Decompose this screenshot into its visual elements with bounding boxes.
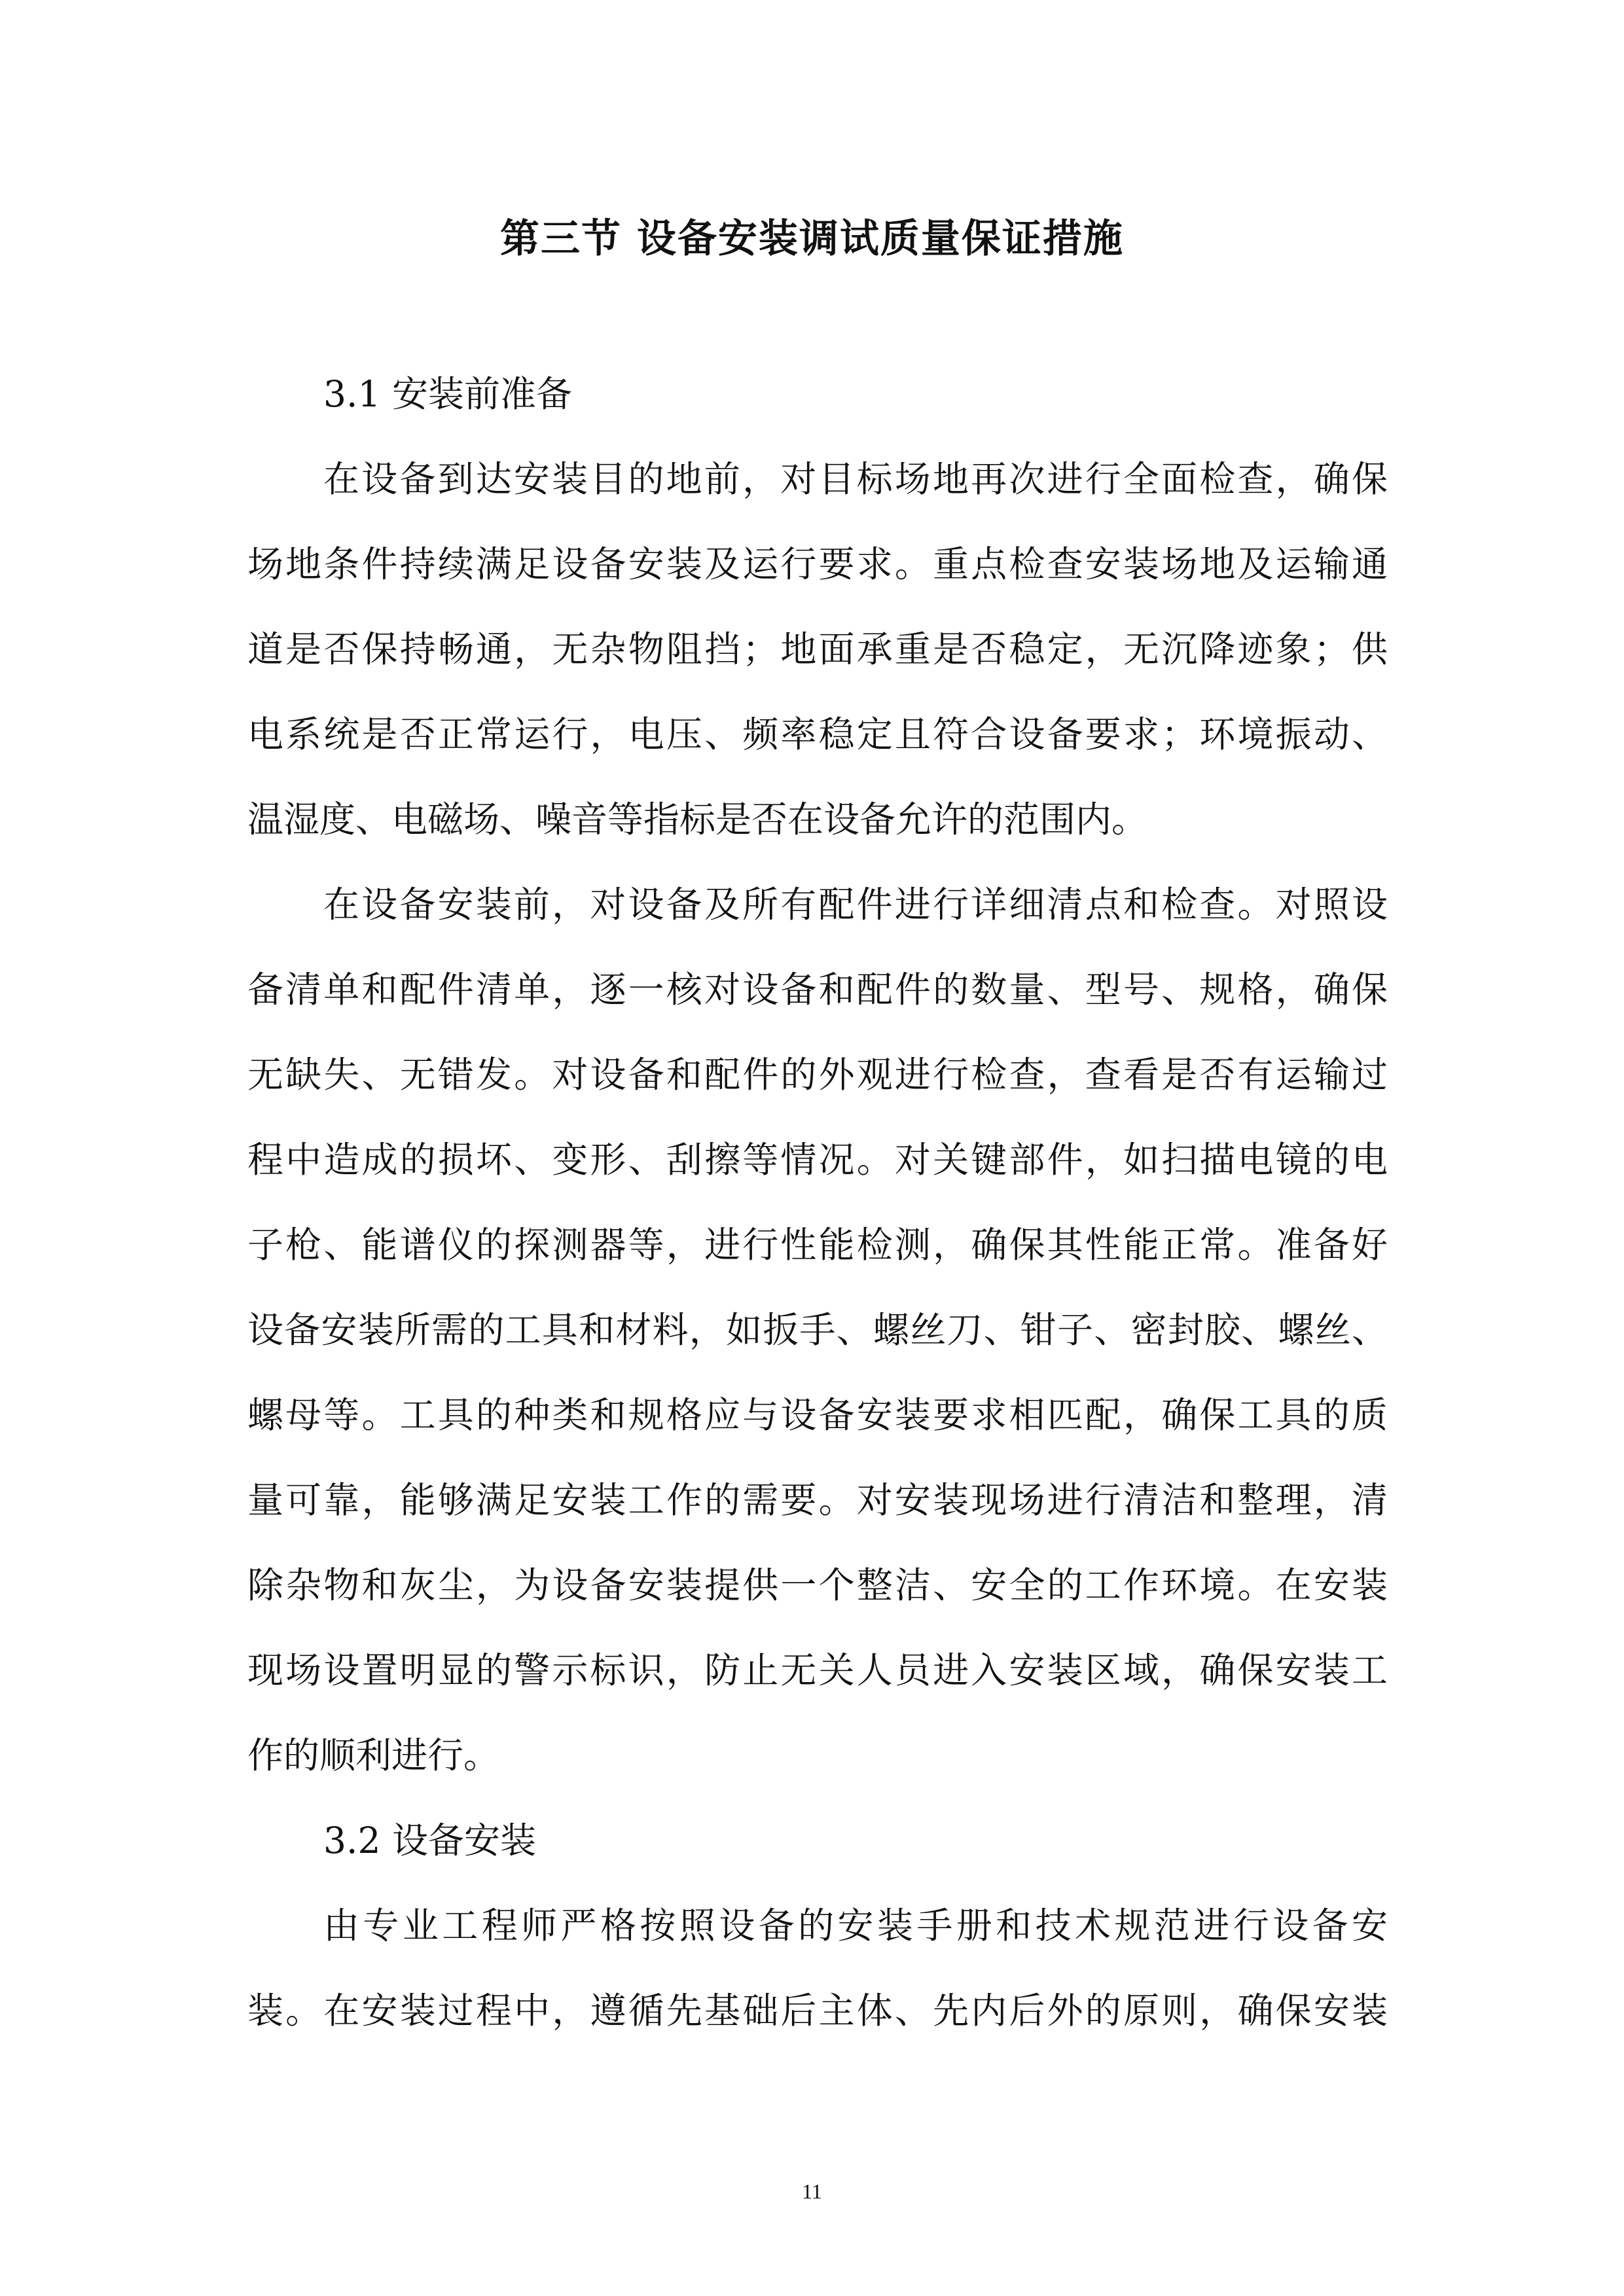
document-body bbox=[247, 351, 1388, 2053]
paragraph-line: 在设备到达安装目的地前，对目标场地再次进行全面检查，确保 bbox=[323, 458, 1388, 500]
paragraph bbox=[247, 1883, 1388, 2053]
paragraph-line: 在设备安装前，对设备及所有配件进行详细清点和检查。对照设 bbox=[323, 884, 1388, 925]
heading-text: 3.1 安装前准备 bbox=[323, 373, 572, 415]
paragraph-line: 道是否保持畅通，无杂物阻挡；地面承重是否稳定，无沉降迹象；供 bbox=[247, 628, 1388, 670]
paragraph-line: 备清单和配件清单，逐一核对设备和配件的数量、型号、规格，确保 bbox=[247, 969, 1388, 1011]
paragraph-line: 电系统是否正常运行，电压、频率稳定且符合设备要求；环境振动、 bbox=[247, 713, 1388, 755]
paragraph-line: 由专业工程师严格按照设备的安装手册和技术规范进行设备安 bbox=[323, 1905, 1388, 1946]
paragraph bbox=[247, 437, 1388, 862]
paragraph-line: 除杂物和灰尘，为设备安装提供一个整洁、安全的工作环境。在安装 bbox=[247, 1564, 1388, 1606]
heading-text: 3.2 设备安装 bbox=[323, 1820, 536, 1861]
paragraph-line: 温湿度、电磁场、噪音等指标是否在设备允许的范围内。 bbox=[247, 798, 1148, 840]
section-heading bbox=[247, 351, 1388, 437]
paragraph-line: 无缺失、无错发。对设备和配件的外观进行检查，查看是否有运输过 bbox=[247, 1054, 1388, 1096]
section-heading bbox=[247, 1798, 1388, 1883]
paragraph-line: 量可靠，能够满足安装工作的需要。对安装现场进行清洁和整理，清 bbox=[247, 1479, 1388, 1521]
paragraph-line: 场地条件持续满足设备安装及运行要求。重点检查安装场地及运输通 bbox=[247, 543, 1388, 585]
section-title: 第三节 设备安装调试质量保证措施 bbox=[500, 216, 1124, 262]
paragraph-line: 装。在安装过程中，遵循先基础后主体、先内后外的原则，确保安装 bbox=[247, 1990, 1388, 2032]
paragraph-line: 螺母等。工具的种类和规格应与设备安装要求相匹配，确保工具的质 bbox=[247, 1394, 1388, 1436]
page-number: 11 bbox=[802, 2179, 822, 2203]
paragraph-line: 程中造成的损坏、变形、刮擦等情况。对关键部件，如扫描电镜的电 bbox=[247, 1139, 1388, 1181]
paragraph bbox=[247, 862, 1388, 1798]
paragraph-line: 现场设置明显的警示标识，防止无关人员进入安装区域，确保安装工 bbox=[247, 1649, 1388, 1691]
paragraph-line: 子枪、能谱仪的探测器等，进行性能检测，确保其性能正常。准备好 bbox=[247, 1224, 1388, 1266]
paragraph-line: 设备安装所需的工具和材料，如扳手、螺丝刀、钳子、密封胶、螺丝、 bbox=[247, 1309, 1388, 1351]
paragraph-line: 作的顺利进行。 bbox=[247, 1734, 500, 1776]
